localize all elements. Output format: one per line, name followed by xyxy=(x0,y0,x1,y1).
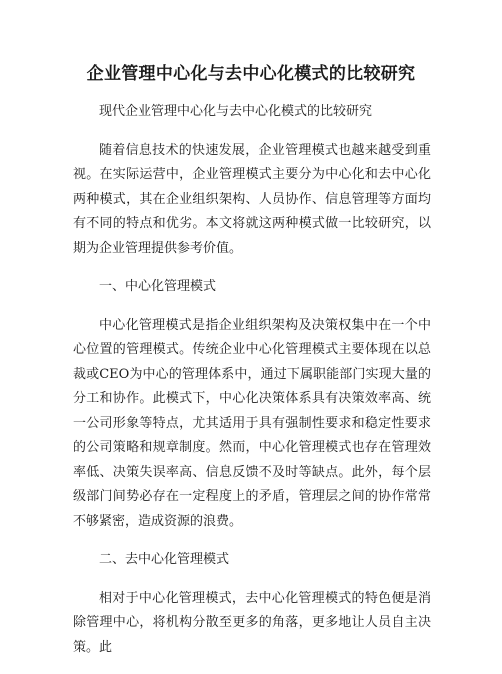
intro-paragraph: 随着信息技术的快速发展，企业管理模式也越来越受到重视。在实际运营中，企业管理模式主要分为中心化和去中心化两种模式，其在企业组织架构、人员协作、信息管理等方面均有不同的特点和优劣。本文将就这两种模式做一比较研究，以期为企业管理提供参考价值。 xyxy=(73,142,431,256)
decentralized-paragraph: 相对于中心化管理模式，去中心化管理模式的特色便是消除管理中心，将机构分散至更多的角落，更多地让人员自主决策。此 xyxy=(73,590,431,655)
section-heading-centralized: 一、中心化管理模式 xyxy=(99,279,217,294)
document-body xyxy=(73,100,431,674)
centralized-paragraph: 中心化管理模式是指企业组织架构及决策权集中在一个中心位置的管理模式。传统企业中心化管理模式主要体现在以总裁或CEO为中心的管理体系中，通过下属职能部门实现大量的分工和协作。此模式下，中心化决策体系具有决策效率高、统一公司形象等特点，尤其适用于具有强制性要求和稳定性要求的公司策略和规章制度。然而，中心化管理模式也存在管理效率低、决策失误率高、信息反馈不及时等缺点。此外，每个层级部门间势必存在一定程度上的矛盾，管理层之间的协作常常不够紧密，造成资源的浪费。 xyxy=(73,317,431,529)
subtitle-paragraph: 现代企业管理中心化与去中心化模式的比较研究 xyxy=(99,104,373,119)
section-heading-decentralized: 二、去中心化管理模式 xyxy=(99,552,230,567)
document-title: 企业管理中心化与去中心化模式的比较研究 xyxy=(86,64,416,84)
